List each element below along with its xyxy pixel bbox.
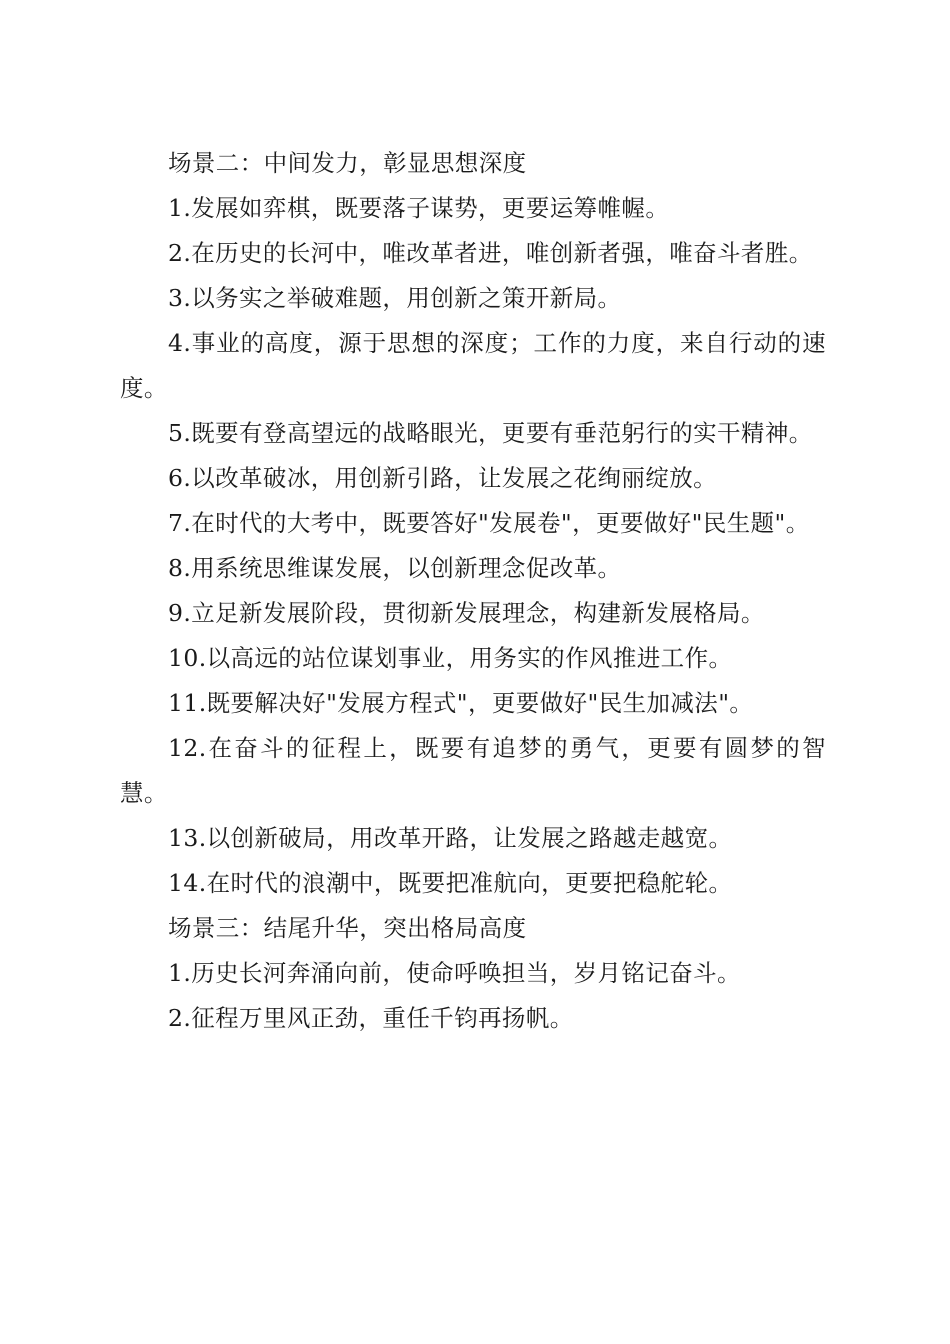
document-body	[120, 141, 826, 1041]
list-item: 7.在时代的大考中，既要答好"发展卷"，更要做好"民生题"。	[168, 509, 810, 537]
section-heading: 场景三：结尾升华，突出格局高度	[168, 914, 527, 942]
list-item: 1.发展如弈棋，既要落子谋势，更要运筹帷幄。	[168, 194, 670, 222]
list-item: 1.历史长河奔涌向前，使命呼唤担当，岁月铭记奋斗。	[168, 959, 741, 987]
list-item: 9.立足新发展阶段，贯彻新发展理念，构建新发展格局。	[168, 599, 765, 627]
list-item: 5.既要有登高望远的战略眼光，更要有垂范躬行的实干精神。	[168, 419, 813, 447]
list-item: 4.事业的高度，源于思想的深度；工作的力度，来自行动的速度。	[120, 329, 826, 402]
list-item: 8.用系统思维谋发展，以创新理念促改革。	[168, 554, 622, 582]
list-item: 6.以改革破冰，用创新引路，让发展之花绚丽绽放。	[168, 464, 718, 492]
list-item: 11.既要解决好"发展方程式"，更要做好"民生加减法"。	[168, 689, 754, 717]
list-item: 10.以高远的站位谋划事业，用务实的作风推进工作。	[168, 644, 733, 672]
list-item: 2.征程万里风正劲，重任千钧再扬帆。	[168, 1004, 574, 1032]
list-item: 3.以务实之举破难题，用创新之策开新局。	[168, 284, 622, 312]
list-item: 12.在奋斗的征程上，既要有追梦的勇气，更要有圆梦的智慧。	[120, 734, 826, 807]
section-heading: 场景二：中间发力，彰显思想深度	[168, 149, 527, 177]
list-item: 14.在时代的浪潮中，既要把准航向，更要把稳舵轮。	[168, 869, 733, 897]
list-item: 2.在历史的长河中，唯改革者进，唯创新者强，唯奋斗者胜。	[168, 239, 813, 267]
list-item: 13.以创新破局，用改革开路，让发展之路越走越宽。	[168, 824, 733, 852]
